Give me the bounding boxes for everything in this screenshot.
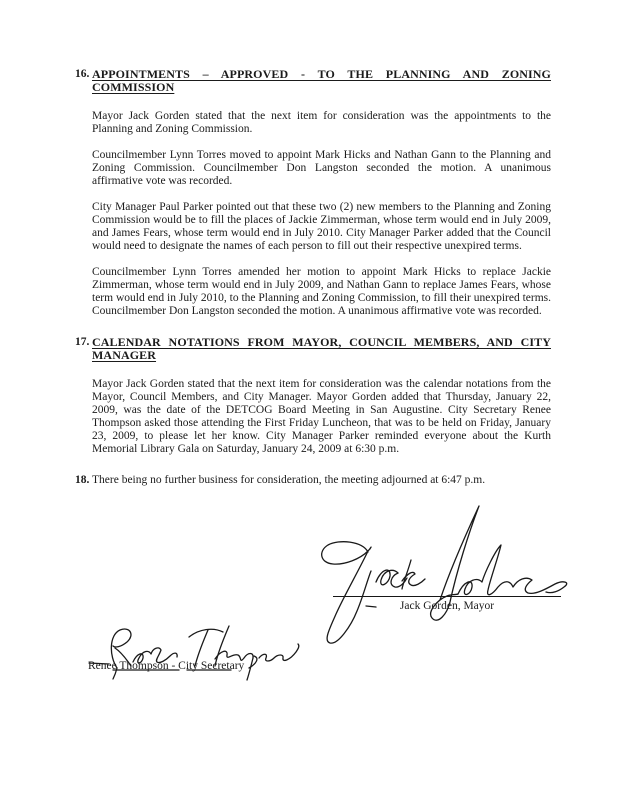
- item-17-body: [92, 336, 551, 456]
- mayor-signature-label: Jack Gorden, Mayor: [399, 600, 495, 612]
- item-17: [75, 336, 551, 456]
- adjournment-text: There being no further business for consideration, the meeting adjourned at 6:47 p.m.: [92, 474, 486, 486]
- paragraph: Mayor Jack Gorden stated that the next item for consideration was the calendar notations from the Mayor, Council Members, and City Manager. Mayor Gorden added that Thursday, January 22, 2009, was the date of the DETCOG Board Meeting in San Augustine. City Secretary Renee Thompson asked those attending the First Friday Luncheon, that was to be held on Friday, January 23, 2009, to please let her know. City Manager Parker reminded everyone about the Kurth Memorial Library Gala on Saturday, January 24, 2009 at 6:30 p.m.: [92, 378, 551, 455]
- item-17-number: 17.: [75, 336, 90, 348]
- heading-line: CALENDAR NOTATIONS FROM MAYOR, COUNCIL MEMBERS, AND CITY: [92, 335, 551, 349]
- paragraph: Mayor Jack Gorden stated that the next item for consideration was the appointments to the Planning and Zoning Commission.: [92, 110, 551, 135]
- mayor-signature-image: [292, 518, 582, 648]
- item-16-heading: [92, 68, 551, 94]
- paragraph: Councilmember Lynn Torres amended her motion to appoint Mark Hicks to replace Jackie Zimmerman, whose term would end in July 2009, and Nathan Gann to replace James Fears, whose term would end in July 2010, to the Planning and Zoning Commission, to fill their unexpired terms. Councilmember Don Langston seconded the motion. A unanimous affirmative vote was recorded.: [92, 266, 551, 317]
- item-18: [75, 474, 551, 487]
- item-16-body: [92, 68, 551, 318]
- paragraph: Councilmember Lynn Torres moved to appoint Mark Hicks and Nathan Gann to the Planning and Zoning Commission. Councilmember Don Langston seconded the motion. A unanimous affirmative vote was recorded.: [92, 149, 551, 187]
- heading-line: COMMISSION: [92, 80, 175, 94]
- item-18-number: 18.: [75, 474, 90, 486]
- item-16-number: 16.: [75, 68, 90, 80]
- heading-line: MANAGER: [92, 348, 157, 362]
- item-17-heading: [92, 336, 551, 362]
- secretary-signature-image: [83, 622, 303, 682]
- paragraph: City Manager Paul Parker pointed out that these two (2) new members to the Planning and Zoning Commission would be to fill the places of Jackie Zimmerman, whose term would end in July 2009, and James Fears, whose term would end in July 2010. City Manager Parker added that the Council would need to designate the names of each person to fill out their respective unexpired terms.: [92, 201, 551, 252]
- secretary-signature-label: Renee Thompson - City Secretary: [88, 660, 245, 672]
- item-16: [75, 68, 551, 318]
- heading-line: APPOINTMENTS – APPROVED - TO THE PLANNING AND ZONING: [92, 67, 551, 81]
- mayor-signature-line: [333, 596, 561, 597]
- minutes-content: [75, 68, 551, 487]
- item-18-body: [92, 474, 551, 487]
